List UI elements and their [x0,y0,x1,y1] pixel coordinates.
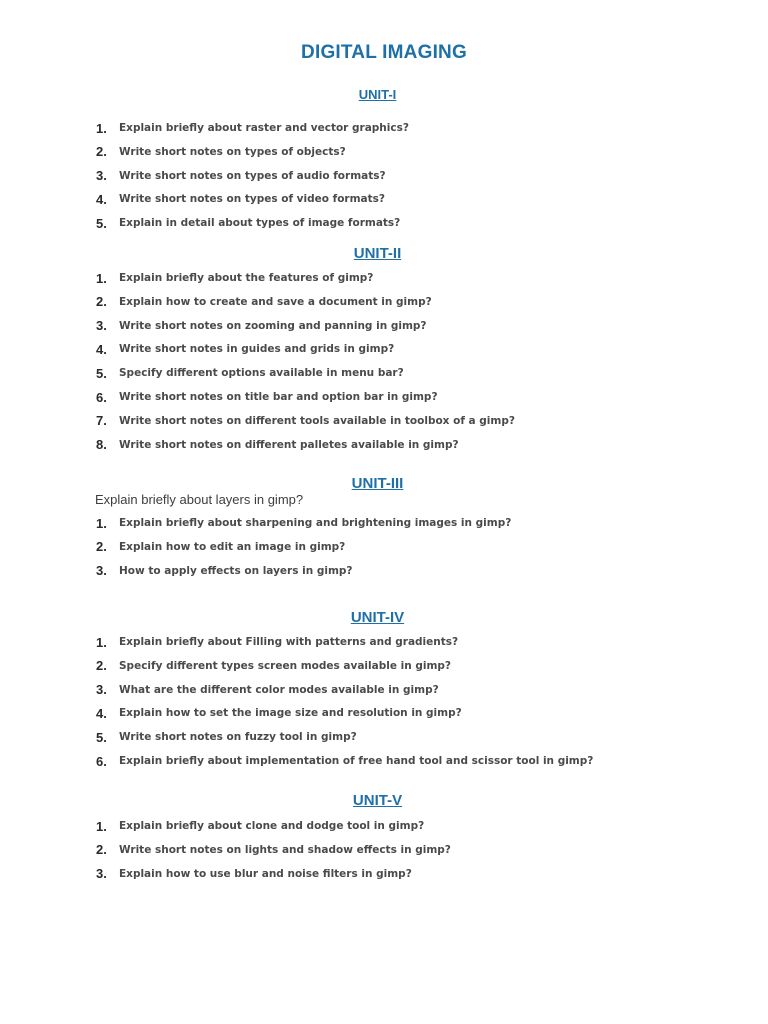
question-text: Specify different types screen modes available in gimp? [119,659,451,672]
question-item [96,292,432,312]
question-text: Explain briefly about sharpening and brightening images in gimp? [119,517,512,529]
question-item [96,411,515,431]
question-text: What are the different color modes available in gimp? [119,683,439,696]
question-number: 3. [96,318,107,334]
question-text: Write short notes on different palletes available in gimp? [119,438,459,451]
unit-3-intro-question: Explain briefly about layers in gimp? [95,492,304,507]
unit-3-heading: UNIT-III [351,475,404,492]
question-item [96,387,438,407]
question-number: 7. [96,413,107,429]
question-text: Explain briefly about Filling with patterns and gradients? [119,636,459,648]
question-number: 6. [96,389,107,405]
question-number: 2. [96,144,107,160]
question-number: 1. [96,270,107,286]
question-number: 2. [96,658,107,674]
question-number: 2. [96,539,107,555]
unit-4-heading: UNIT-IV [350,609,405,626]
question-number: 8. [96,437,107,453]
unit-5-heading: UNIT-V [352,792,403,809]
unit-2-heading: UNIT-II [353,245,402,262]
question-number: 3. [96,563,107,579]
question-item [96,632,458,652]
question-text: Write short notes on types of objects? [119,145,346,158]
question-item [96,435,459,455]
question-item [96,316,427,336]
question-item [96,213,400,233]
question-item [96,537,345,557]
question-number: 6. [96,753,107,769]
question-item [96,118,409,138]
question-number: 1. [96,634,107,650]
question-item [96,268,373,288]
question-number: 1. [96,515,107,531]
question-item [96,864,412,884]
question-item [96,816,424,836]
question-item [96,727,357,747]
question-item [96,513,511,533]
question-text: Explain how to edit an image in gimp? [119,540,346,553]
unit-1-heading: UNIT-I [358,87,397,102]
question-number: 1. [96,120,107,136]
question-number: 1. [96,818,107,834]
question-text: How to apply effects on layers in gimp? [119,564,353,577]
question-number: 4. [96,191,107,207]
question-number: 2. [96,294,107,310]
question-item [96,363,404,383]
question-item [96,840,451,860]
question-text: Write short notes on zooming and panning in gimp? [119,319,427,332]
question-text: Write short notes on title bar and option bar in gimp? [119,391,438,403]
question-number: 5. [96,729,107,745]
question-item [96,561,353,581]
question-item [96,703,462,723]
document-title: DIGITAL IMAGING [301,42,467,63]
question-number: 4. [96,341,107,357]
question-text: Write short notes in guides and grids in gimp? [119,343,395,356]
question-item [96,680,439,700]
question-item [96,339,394,359]
question-text: Write short notes on fuzzy tool in gimp? [119,731,357,744]
question-item [96,142,346,162]
question-text: Explain how to set the image size and resolution in gimp? [119,707,462,720]
question-text: Explain in detail about types of image formats? [119,217,401,230]
question-item [96,656,451,676]
question-number: 3. [96,682,107,698]
question-number: 3. [96,168,107,184]
question-text: Write short notes on types of audio formats? [119,169,386,182]
question-item [96,166,386,186]
question-text: Write short notes on types of video formats? [119,193,385,206]
question-text: Write short notes on different tools available in toolbox of a gimp? [119,414,515,427]
question-number: 2. [96,842,107,858]
question-item [96,189,385,209]
question-text: Write short notes on lights and shadow effects in gimp? [119,843,451,856]
question-text: Specify different options available in menu bar? [119,367,404,380]
question-text: Explain briefly about clone and dodge tool in gimp? [119,820,425,832]
question-number: 5. [96,365,107,381]
question-item [96,751,593,771]
question-text: Explain how to use blur and noise filters in gimp? [119,867,412,880]
question-text: Explain briefly about the features of gimp? [119,272,374,284]
question-text: Explain briefly about raster and vector graphics? [119,122,409,134]
question-number: 5. [96,215,107,231]
question-number: 3. [96,866,107,882]
question-text: Explain briefly about implementation of free hand tool and scissor tool in gimp? [119,755,594,767]
question-number: 4. [96,705,107,721]
question-text: Explain how to create and save a document in gimp? [119,295,432,308]
